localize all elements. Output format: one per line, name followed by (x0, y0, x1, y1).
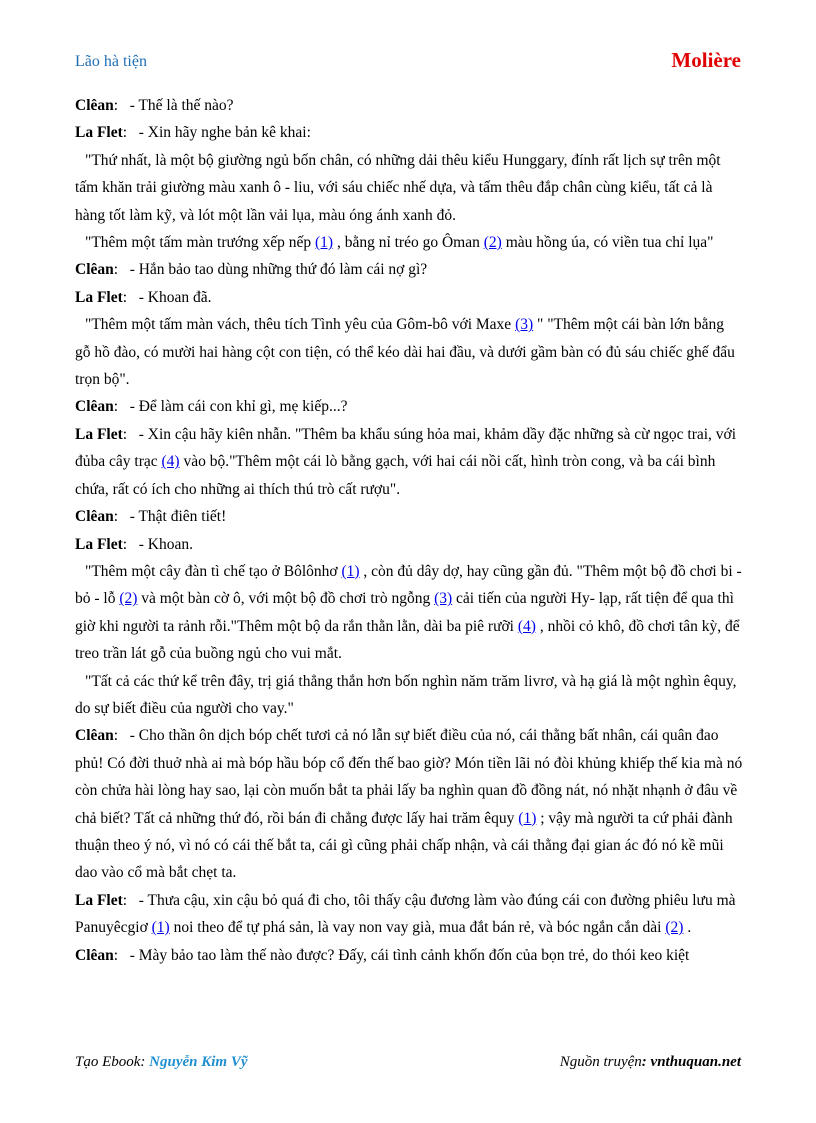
paragraph-text: "Tất cả các thứ kể trên đây, trị giá thẳng thắn hơn bốn nghìn năm trăm livrơ, và hạ giá là một nghìn êquy, do sự biết điều của người cho vay." (75, 672, 737, 717)
paragraph-text: - Khoan đã. (138, 288, 212, 306)
dialogue-line (75, 503, 743, 530)
footnote-link[interactable]: (1) (314, 234, 334, 252)
speaker-name: Clêan (75, 508, 114, 526)
dialogue-line (75, 393, 743, 420)
paragraph-text: . (683, 919, 692, 937)
speaker-separator: : (113, 946, 130, 964)
author-name: Molière (671, 48, 741, 72)
speaker-separator: : (122, 535, 139, 553)
page-header (75, 48, 741, 76)
paragraph-text: ; vậy mà người ta cứ phải đành thuận theo ý nó, vì nó có cái thế bắt ta, cái gì cũng phải chấp nhận, và cái thằng đại gian ác đó nó kề mũi dao vào cổ mà bắt chẹt ta. (75, 809, 733, 882)
paragraph-text: - Khoan. (138, 535, 193, 553)
ebook-separator: : (140, 1054, 150, 1070)
paragraph-text: vào bộ."Thêm một cái lò bằng gạch, với hai cái nồi cất, hình tròn cong, và ba cái bình chứa, rất có ích cho những ai thích thú trò cất rượu". (75, 453, 716, 498)
footnote-link[interactable]: (4) (517, 617, 536, 635)
page-footer (75, 1054, 741, 1076)
paragraph-text: "Thêm một tấm màn trướng xếp nếp (85, 234, 315, 252)
dialogue-line (75, 887, 743, 942)
speaker-name: Clêan (75, 946, 114, 964)
speaker-separator: : (122, 891, 139, 909)
speaker-separator: : (113, 727, 130, 745)
book-title: Lão hà tiện (75, 53, 147, 70)
paragraph-text: "Thêm một tấm màn vách, thêu tích Tình yêu của Gôm-bô với Maxe (85, 316, 516, 334)
speaker-separator: : (113, 508, 130, 526)
speaker-name: La Flet (75, 425, 123, 443)
speaker-name: La Flet (75, 124, 123, 142)
paragraph-text: , còn đủ dây dợ, hay cũng gần đủ. "Thêm một bộ đồ chơi bi - bỏ - lỗ (75, 562, 742, 608)
paragraph-text: và một bàn cờ ô, với một bộ đồ chơi trò ngỗng (137, 590, 435, 608)
dialogue-line (75, 119, 743, 146)
dialogue-line (75, 256, 743, 283)
footnote-link[interactable]: (2) (483, 234, 502, 252)
footnote-link[interactable]: (3) (515, 316, 534, 334)
speaker-separator: : (113, 398, 130, 416)
dialogue-line (75, 284, 743, 311)
source-credit (560, 1054, 741, 1071)
source-label: Nguồn truyện (559, 1054, 642, 1070)
paragraph-text: màu hồng úa, có viền tua chỉ lụa" (501, 234, 714, 252)
paragraph-text: "Thêm một cây đàn tì chế tạo ở Bôlônhơ (85, 562, 342, 580)
document-body (75, 92, 743, 969)
speaker-separator: : (122, 425, 139, 443)
dialogue-line (75, 421, 743, 503)
ebook-creator: Nguyễn Kim Vỹ (149, 1054, 248, 1070)
quoted-paragraph (75, 311, 743, 393)
paragraph-text: - Xin hãy nghe bản kê khai: (138, 124, 311, 142)
dialogue-line (75, 531, 743, 558)
paragraph-text: - Xin cậu hãy kiên nhẫn. "Thêm ba khẩu súng hỏa mai, khảm dầy đặc những sà cừ ngọc trai, với đủba cây trạc (75, 425, 737, 471)
paragraph-text: noi theo để tự phá sản, là vay non vay già, mua đắt bán rẻ, và bóc ngắn cắn dài (169, 919, 666, 937)
dialogue-line (75, 722, 743, 886)
speaker-name: Clêan (75, 261, 114, 279)
paragraph-text: - Hắn bảo tao dùng những thứ đó làm cái nợ gì? (129, 261, 428, 279)
quoted-paragraph (75, 668, 743, 723)
footnote-link[interactable]: (1) (341, 562, 360, 580)
paragraph-text: " "Thêm một cái bàn lớn bằng gỗ hồ đào, có mười hai hàng cột con tiện, có thể kéo dài hai đầu, và dưới gầm bàn có đủ sáu chiếc ghế đẩu trọn bộ". (75, 316, 735, 389)
paragraph-text: cải tiến của người Hy- lạp, rất tiện để qua thì giờ khi người ta rảnh rỗi."Thêm một bộ da rắn thằn lằn, dài ba piê rưỡi (75, 590, 734, 635)
footnote-link[interactable]: (4) (161, 453, 180, 471)
paragraph-text: , nhồi cỏ khô, đồ chơi tân kỳ, để treo trần lát gỗ của buồng ngủ cho vui mắt. (75, 617, 740, 663)
speaker-separator: : (113, 261, 130, 279)
paragraph-text: - Để làm cái con khỉ gì, mẹ kiếp...? (129, 398, 348, 416)
speaker-name: La Flet (75, 288, 123, 306)
ebook-credit (75, 1054, 248, 1071)
quoted-paragraph (75, 147, 743, 229)
source-separator: : (641, 1054, 651, 1070)
paragraph-text: "Thứ nhất, là một bộ giường ngủ bốn chân, có những dải thêu kiểu Hunggary, đính rất lịch sự trên một tấm khăn trải giường màu xanh ô - liu, với sáu chiếc nhế dựa, và tấm thêu đắp chân cùng kiểu, tất cả là hàng tốt làm kỹ, và lót một lần vải lụa, màu óng ánh xanh đỏ. (75, 151, 721, 224)
footnote-link[interactable]: (1) (151, 919, 170, 937)
speaker-name: Clêan (75, 97, 114, 114)
quoted-paragraph (75, 558, 743, 668)
dialogue-line (75, 92, 743, 119)
source-site: vnthuquan.net (650, 1054, 741, 1070)
speaker-separator: : (122, 288, 139, 306)
paragraph-text: - Thật điên tiết! (129, 508, 227, 526)
paragraph-text: , bằng nỉ tréo go Ôman (333, 234, 484, 252)
footnote-link[interactable]: (1) (518, 809, 537, 827)
paragraph-text: - Mày bảo tao làm thế nào được? Đấy, cái tình cảnh khốn đốn của bọn trẻ, do thói keo kiệt (129, 946, 690, 964)
paragraph-text: - Thưa cậu, xin cậu bỏ quá đi cho, tôi thấy cậu đương làm vào đúng cái con đường phiêu lưu mà Panuyêcgiơ (75, 891, 736, 937)
footnote-link[interactable]: (2) (119, 590, 138, 608)
dialogue-line (75, 942, 743, 969)
paragraph-text: - Thế là thế nào? (129, 97, 234, 114)
speaker-name: La Flet (75, 535, 123, 553)
ebook-label: Tạo Ebook (75, 1054, 141, 1070)
footnote-link[interactable]: (2) (665, 919, 684, 937)
paragraph-text: - Cho thần ôn dịch bóp chết tươi cả nó lẫn sự biết điều của nó, cái thằng bất nhân, cái quân đao phủ! Có đời thuở nhà ai mà bóp hầu bóp cổ đến thế bao giờ? Món tiền lãi nó đòi khủng khiếp thế kia mà nó còn chửa hài lòng hay sao, lại còn muốn bắt ta phải lấy ba nghìn quan đồ đồng nát, nó nhặt nhạnh ở đâu về chả biết? Tất cả những thứ đó, rồi bán đi chẳng được lấy hai trăm êquy (75, 727, 743, 827)
footnote-link[interactable]: (3) (434, 590, 453, 608)
quoted-paragraph (75, 229, 743, 256)
speaker-separator: : (122, 124, 139, 142)
speaker-name: La Flet (75, 891, 123, 909)
speaker-name: Clêan (75, 727, 114, 745)
speaker-separator: : (113, 97, 130, 114)
speaker-name: Clêan (75, 398, 114, 416)
